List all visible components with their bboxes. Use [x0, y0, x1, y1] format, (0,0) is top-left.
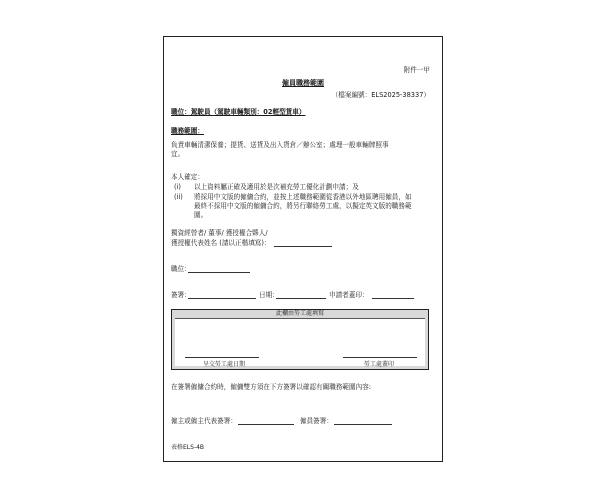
signer-label-line-1: 獨資經營者/ 董事/ 獲授權合夥人/ — [171, 229, 268, 237]
employee-signature-field[interactable] — [334, 424, 392, 425]
employer-sign-label: 僱主或僱主代表簽署： — [171, 417, 237, 425]
confirm-item-text-cont: 圍。 — [194, 211, 208, 219]
date-label: 日期： — [259, 291, 279, 299]
form-page — [163, 36, 443, 462]
signature-field[interactable] — [188, 298, 256, 299]
labour-dept-box-title: 此欄由勞工處填寫 — [275, 310, 324, 317]
confirm-item-num: (i) — [174, 183, 181, 191]
form-title: 僱員職務範圍 — [282, 79, 324, 87]
office-chop-label: 勞工處蓋印 — [364, 361, 395, 368]
position-heading: 職位：駕駛員（駕駛車輛類別：02輕型貨車） — [171, 108, 306, 116]
confirm-item-text: 將採用中文版的僱傭合約，並按上述職務範圍從香港以外地區聘用僱員，如 — [194, 193, 412, 201]
date-field[interactable] — [276, 298, 326, 299]
contract-note: 在簽署僱傭合約時，僱傭雙方須在下方簽署以確認有關職務範圍內容: — [171, 383, 372, 391]
confirm-heading: 本人確定： — [171, 173, 204, 181]
post-field[interactable] — [188, 272, 250, 273]
confirm-item-text: 以上資料屬正確及適用於是次補充勞工優化計劃申請；及 — [194, 183, 359, 191]
annex-label: 附件一甲 — [403, 66, 430, 74]
company-chop-field[interactable] — [372, 298, 414, 299]
labour-dept-box-area — [175, 318, 425, 366]
employer-signature-field[interactable] — [238, 424, 294, 425]
confirm-item-text-cont: 最終不採用中文版的僱傭合約，將另行聯絡勞工處，以擬定英文版的職務範 — [194, 202, 412, 210]
office-chop-line — [343, 357, 417, 358]
office-date-label: 呈交勞工處日期 — [203, 361, 246, 368]
signer-label-line-2: 獲授權代表姓名 (請以正楷填寫)： — [171, 239, 271, 247]
employee-sign-label: 僱員簽署： — [300, 417, 333, 425]
office-date-line — [185, 357, 259, 358]
duties-heading: 職務範圍： — [171, 127, 204, 135]
duties-text-line-1: 負責車輛清潔保養；提貨、送貨及出入貨倉／辦公室；處理一般車輛牌照事 — [171, 141, 389, 149]
confirm-item-num: (ii) — [174, 193, 183, 201]
form-number: 表格ELS-4B — [171, 444, 205, 451]
company-chop-label: 申請者蓋印： — [329, 291, 369, 299]
labour-dept-box — [171, 309, 429, 370]
post-label: 職位： — [171, 265, 191, 273]
file-number: （檔案編號：ELS2025-38337） — [331, 91, 430, 99]
signer-name-field[interactable] — [274, 246, 332, 247]
sign-label: 簽署： — [171, 291, 191, 299]
duties-text-line-2: 宜。 — [171, 150, 185, 158]
